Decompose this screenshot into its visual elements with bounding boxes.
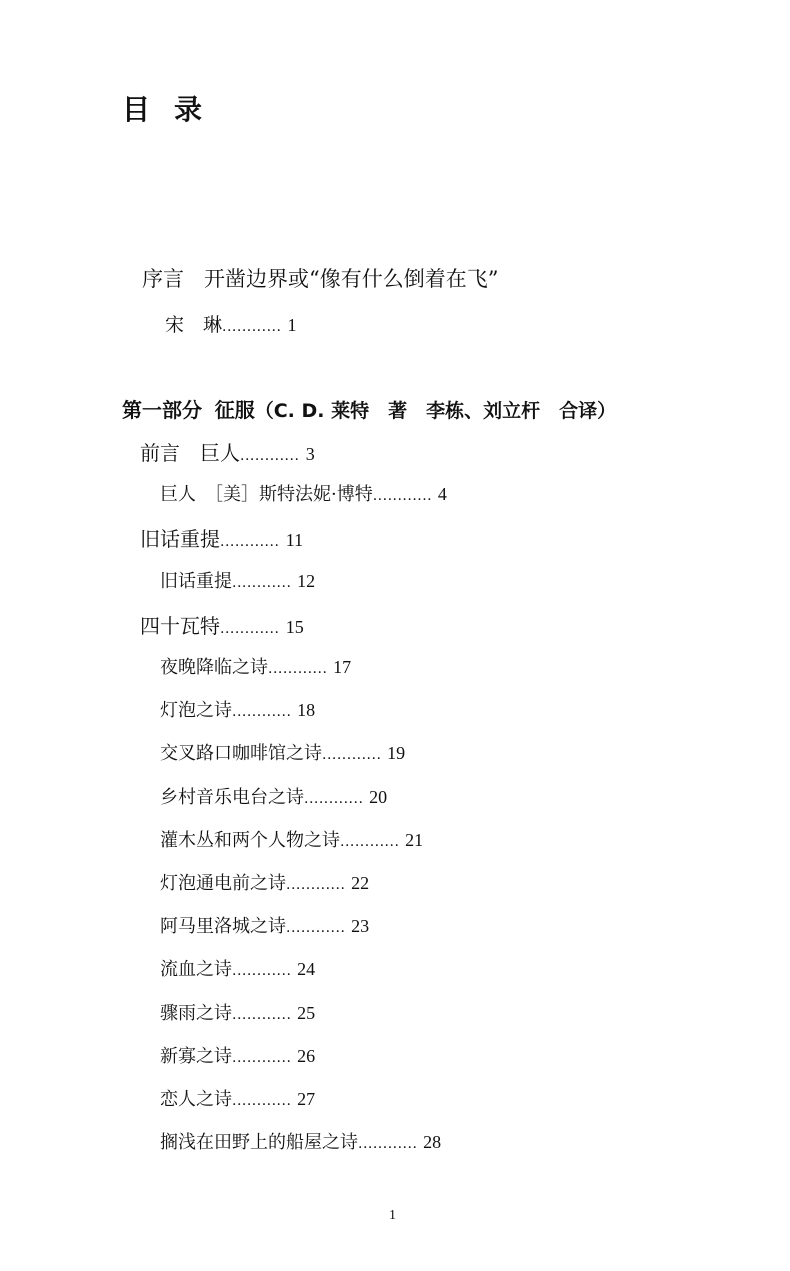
leader-dots: ............	[220, 621, 280, 637]
toc-entry[interactable]	[160, 999, 315, 1025]
leader-dots: ............	[220, 534, 280, 550]
toc-entry[interactable]	[160, 955, 315, 981]
part-heading[interactable]	[122, 394, 616, 423]
preface-heading[interactable]	[142, 263, 499, 293]
leader-dots: ............	[222, 319, 282, 335]
toc-entry[interactable]	[160, 1128, 441, 1154]
toc-entry[interactable]	[160, 1085, 315, 1111]
toc-entry[interactable]	[140, 523, 303, 552]
entry-title: 流血之诗	[160, 959, 232, 980]
page-number: 20	[369, 787, 388, 807]
entry-title: 前言 巨人	[140, 441, 240, 465]
toc-entry[interactable]	[140, 437, 315, 466]
leader-dots: ............	[340, 834, 400, 850]
page-number: 22	[351, 873, 370, 893]
page-number: 12	[297, 571, 316, 591]
page-number: 19	[387, 743, 406, 763]
part-label: 第一部分	[122, 398, 202, 422]
title-char-1: 目	[122, 93, 153, 126]
entry-title: 旧话重提	[160, 571, 232, 592]
entry-title: 旧话重提	[140, 527, 220, 551]
page-number: 15	[285, 617, 304, 637]
page-number: 21	[405, 830, 424, 850]
entry-title: 灯泡通电前之诗	[160, 873, 286, 894]
entry-title: 乡村音乐电台之诗	[160, 787, 304, 808]
leader-dots: ............	[232, 704, 292, 720]
entry-title: 阿马里洛城之诗	[160, 916, 286, 937]
toc-entry[interactable]	[140, 610, 304, 639]
toc-entry[interactable]	[160, 826, 423, 852]
preface-label: 序言	[142, 267, 184, 291]
title-char-2: 录	[174, 93, 205, 126]
toc-entry[interactable]	[160, 869, 369, 895]
part-title: 征服	[214, 398, 255, 422]
toc-entry[interactable]	[160, 783, 387, 809]
page-number: 27	[297, 1089, 316, 1109]
entry-title: 骤雨之诗	[160, 1003, 232, 1024]
part-credits: （C. D. 莱特 著 李栋、刘立杆 合译）	[254, 400, 617, 422]
toc-entry[interactable]	[160, 567, 315, 593]
leader-dots: ............	[372, 488, 433, 504]
leader-dots: ............	[232, 963, 292, 979]
entry-title: 交叉路口咖啡馆之诗	[160, 743, 322, 764]
toc-entry[interactable]	[160, 653, 351, 679]
toc-entry[interactable]	[160, 480, 447, 506]
entry-title: 夜晚降临之诗	[160, 657, 268, 678]
entry-title: 巨人 ［美］斯特法妮·博特	[160, 484, 373, 505]
toc-entry[interactable]	[160, 1042, 315, 1068]
page-number: 26	[297, 1046, 316, 1066]
entry-title: 四十瓦特	[140, 614, 220, 638]
leader-dots: ............	[286, 877, 346, 893]
page-number: 24	[297, 959, 316, 979]
leader-dots: ............	[232, 1093, 292, 1109]
page-number: 28	[423, 1132, 442, 1152]
leader-dots: ............	[304, 791, 364, 807]
preface-author-line[interactable]	[165, 310, 296, 337]
page-number: 18	[297, 700, 316, 720]
leader-dots: ............	[322, 747, 382, 763]
preface-title: 开凿边界或“像有什么倒着在飞”	[204, 267, 499, 291]
page-number: 25	[297, 1003, 316, 1023]
leader-dots: ............	[232, 575, 292, 591]
toc-entry[interactable]	[160, 912, 369, 938]
leader-dots: ............	[286, 920, 346, 936]
entry-title: 灯泡之诗	[160, 700, 232, 721]
page-number: 1	[287, 315, 297, 335]
toc-entry[interactable]	[160, 696, 315, 722]
entry-title: 恋人之诗	[160, 1089, 232, 1110]
entry-title: 灌木丛和两个人物之诗	[160, 830, 340, 851]
leader-dots: ............	[232, 1050, 292, 1066]
entry-title: 新寡之诗	[160, 1046, 232, 1067]
leader-dots: ............	[232, 1007, 292, 1023]
folio: 1	[389, 1208, 396, 1223]
page-number: 11	[285, 530, 304, 550]
leader-dots: ............	[358, 1136, 418, 1152]
leader-dots: ............	[240, 448, 300, 464]
entry-title: 搁浅在田野上的船屋之诗	[160, 1132, 358, 1153]
leader-dots: ............	[268, 661, 328, 677]
page-title	[122, 88, 204, 128]
page-number: 23	[351, 916, 370, 936]
page-number: 4	[437, 484, 447, 504]
toc-entry[interactable]	[160, 739, 405, 765]
page-number: 3	[305, 444, 315, 464]
preface-author: 宋 琳	[165, 314, 223, 336]
page-number: 17	[333, 657, 352, 677]
